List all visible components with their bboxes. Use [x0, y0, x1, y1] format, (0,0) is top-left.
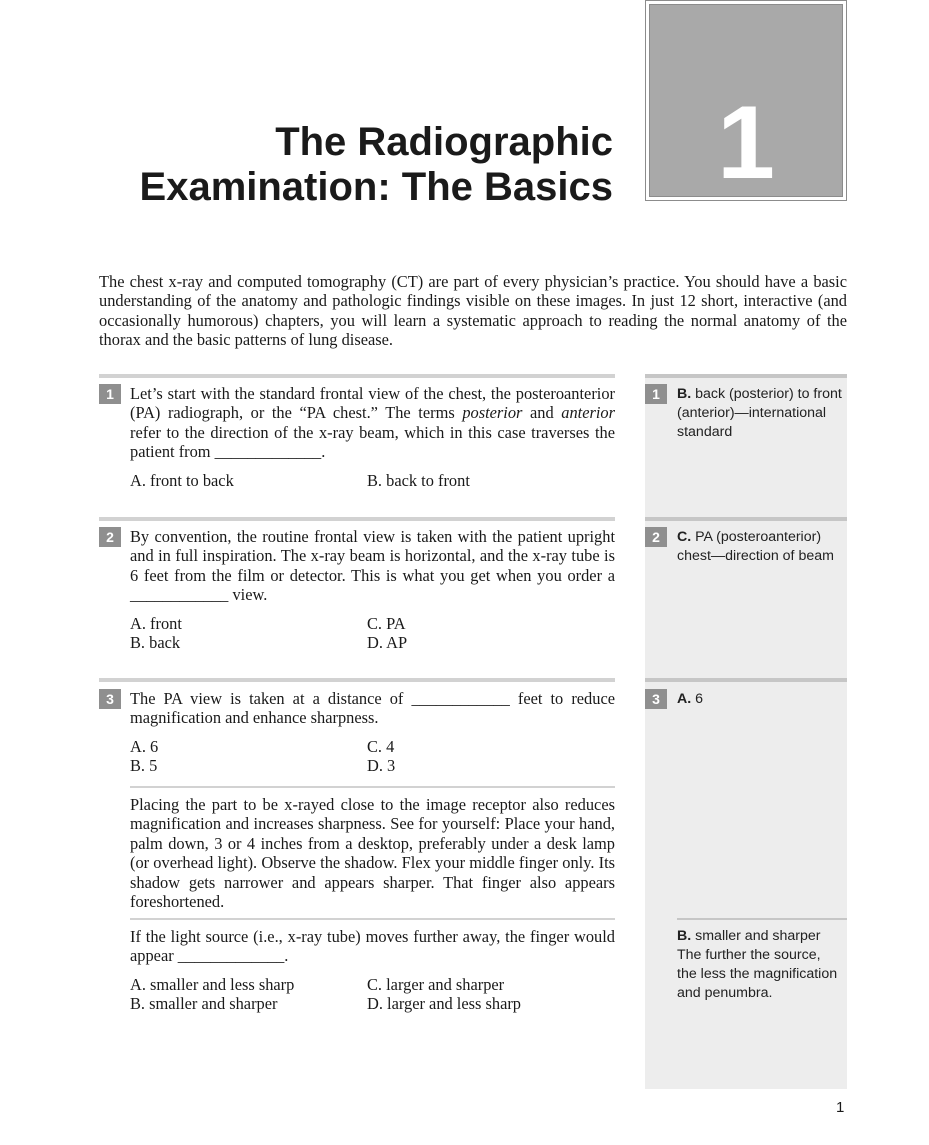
intro-paragraph: The chest x-ray and computed tomography (CT) are part of every physician’s practice. You should have a basic understanding of the anatomy and pathologic findings visible on these images. In just 12 short, interactive (and occasionally humorous) chapters, you will learn a systematic approach to reading the normal anatomy of the thorax and the basic patterns of lung disease.: [99, 272, 847, 350]
answer-3-rule: [645, 678, 847, 682]
frame-2-rule: [99, 517, 615, 521]
chapter-title: [140, 120, 613, 210]
frame-2-option-b: B. back: [130, 633, 181, 652]
answer-3-key: A.: [677, 691, 692, 707]
page-number: 1: [836, 1099, 845, 1116]
frame-3-question: The PA view is taken at a distance of ____________ feet to reduce magnification and enhance sharpness.: [130, 689, 615, 728]
answer-1-text: back (posterior) to front (anterior)—international standard: [677, 386, 842, 440]
frame-3-option-b: B. 5: [130, 756, 158, 775]
followup-answer-key: B.: [677, 928, 692, 944]
followup-answer-rule: [677, 918, 847, 920]
frame-3-option-d: D. 3: [367, 756, 396, 775]
frame-2-option-d: D. AP: [367, 633, 408, 652]
frame-1-emphasis-posterior: posterior: [462, 403, 523, 423]
answer-2-number: 2: [645, 527, 667, 547]
answer-1-rule: [645, 374, 847, 378]
answer-3-number: 3: [645, 689, 667, 709]
answer-2: [677, 528, 842, 566]
frame-3-option-a: A. 6: [130, 737, 159, 756]
frame-1-emphasis-anterior: anterior: [561, 403, 615, 423]
chapter-title-line-1: The Radiographic: [275, 120, 613, 164]
followup-rule: [130, 918, 615, 920]
frame-1-question: [130, 384, 615, 462]
frame-2-number: 2: [99, 527, 121, 547]
answer-1-key: B.: [677, 386, 692, 402]
answer-2-text: PA (posteroanterior) chest—direction of beam: [677, 529, 834, 564]
frame-1-text-b: and: [522, 403, 562, 423]
frame-1-text-a: Let’s start with the standard frontal view of the chest, the posteroanterior (PA) radiograph, or the “PA chest.” The terms: [130, 384, 615, 423]
followup-option-a: A. smaller and less sharp: [130, 975, 295, 994]
followup-explanation: The further the source, the less the magnification and penumbra.: [677, 947, 838, 1001]
frame-1-option-a: A. front to back: [130, 471, 234, 490]
answer-1: [677, 385, 842, 442]
answer-1-number: 1: [645, 384, 667, 404]
frame-1-text-c: refer to the direction of the x-ray beam, which in this case traverses the patient from _____________.: [130, 422, 615, 462]
frame-2-option-a: A. front: [130, 614, 182, 633]
answer-3: [677, 690, 842, 709]
frame-3-number: 3: [99, 689, 121, 709]
frame-3-followup-question: If the light source (i.e., x-ray tube) moves further away, the finger would appear _____________.: [130, 927, 615, 966]
frame-2-question: By convention, the routine frontal view is taken with the patient upright and in full inspiration. The x-ray beam is horizontal, and the x-ray tube is 6 feet from the film or detector. This is what you get when you order a ____________ view.: [130, 527, 615, 605]
frame-2-option-c: C. PA: [367, 614, 406, 633]
frame-3-paragraph: Placing the part to be x-rayed close to the image receptor also reduces magnification and increases sharpness. See for yourself: Place your hand, palm down, 3 or 4 inches from a desktop, preferably under a desk lamp (or overhead light). Observe the shadow. Flex your middle finger only. Its shadow gets narrower and appears sharper. That finger also appears foreshortened.: [130, 795, 615, 912]
frame-1-number: 1: [99, 384, 121, 404]
frame-3-rule: [99, 678, 615, 682]
answer-2-key: C.: [677, 529, 692, 545]
chapter-number-box: [645, 0, 847, 201]
followup-answer-text: smaller and sharper: [695, 928, 821, 944]
followup-option-c: C. larger and sharper: [367, 975, 505, 994]
chapter-title-line-2: Examination: The Basics: [139, 165, 613, 209]
frame-1-rule: [99, 374, 615, 378]
answer-3-text: 6: [695, 691, 704, 707]
frame-3-option-c: C. 4: [367, 737, 395, 756]
chapter-number: 1: [717, 85, 775, 201]
paragraph-rule: [130, 786, 615, 788]
followup-answer: [677, 927, 842, 1003]
frame-1-option-b: B. back to front: [367, 471, 470, 490]
followup-option-b: B. smaller and sharper: [130, 994, 278, 1013]
answer-2-rule: [645, 517, 847, 521]
followup-option-d: D. larger and less sharp: [367, 994, 521, 1013]
